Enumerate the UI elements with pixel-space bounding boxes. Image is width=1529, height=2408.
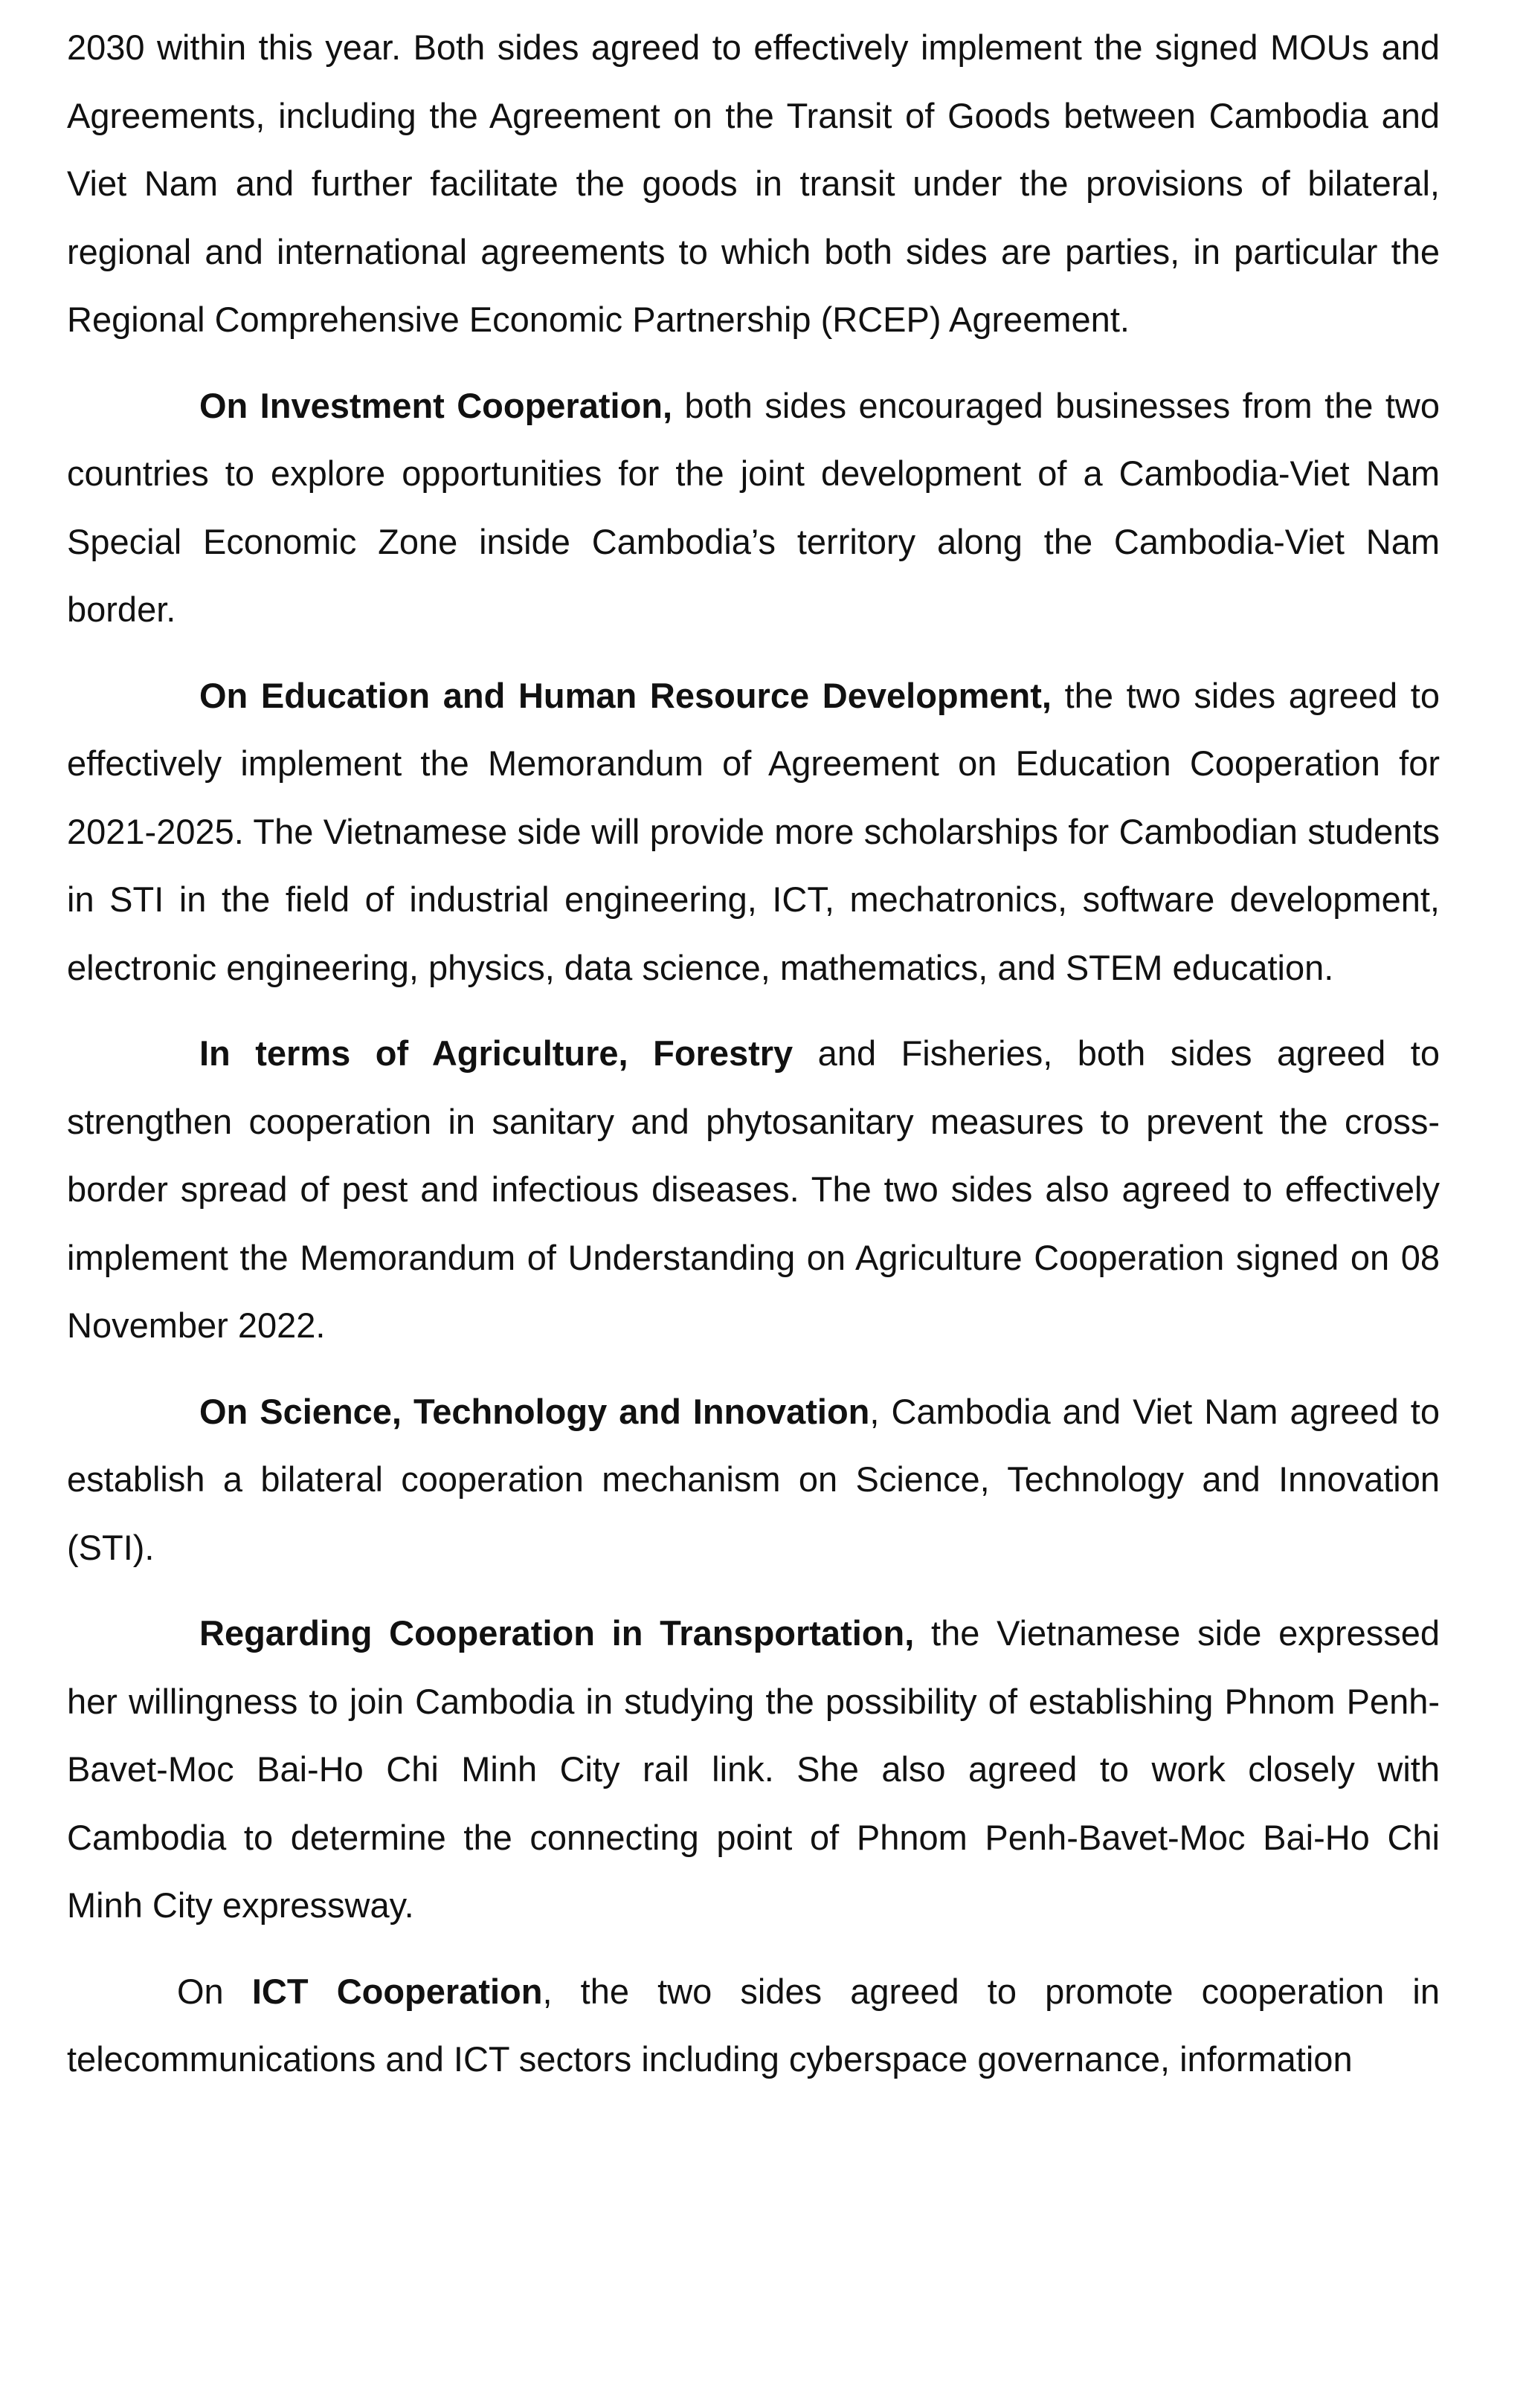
paragraph-text: the two sides agreed to effectively implement the Memorandum of Agreement on Education Cooperation for 2021-2025. The Vietnamese side will provide more scholarships for Cambodian students in STI in the field of industrial engineering, ICT, mechatronics, software development, electronic engineering, physics, data science, mathematics, and STEM education. [67, 675, 1440, 987]
paragraph-text: both sides encouraged businesses from the two countries to explore opportunities for the joint development of a Cambodia-Viet Nam Special Economic Zone inside Cambodia’s territory along the Cambodia-Viet Nam border. [67, 385, 1440, 629]
paragraph-education-hr-development [67, 662, 1440, 1002]
paragraph-heading: ICT Cooperation [251, 1971, 543, 2011]
paragraph-text: the Vietnamese side expressed her willingness to join Cambodia in studying the possibility of establishing Phnom Penh-Bavet-Moc Bai-Ho Chi Minh City rail link. She also agreed to work closely with Cambodia to determine the connecting point of Phnom Penh-Bavet-Moc Bai-Ho Chi Minh City expressway. [67, 1613, 1440, 1925]
paragraph-text: and Fisheries, both sides agreed to strengthen cooperation in sanitary and phytosanitary measures to prevent the cross-border spread of pest and infectious diseases. The two sides also agreed to effectively implement the Memorandum of Understanding on Agriculture Cooperation signed on 08 November 2022. [67, 1033, 1441, 1345]
paragraph-text: , Cambodia and Viet Nam agreed to establish a bilateral cooperation mechanism on Science, Technology and Innovation (STI). [67, 1391, 1440, 1567]
paragraph-transportation-cooperation [67, 1599, 1440, 1940]
paragraph-trade-continuation [67, 13, 1440, 354]
paragraph-heading: On Education and Human Resource Development, [199, 675, 1052, 715]
paragraph-heading: On Investment Cooperation, [199, 385, 673, 425]
paragraph-text: , the two sides agreed to promote cooperation in telecommunications and ICT sectors including cyberspace governance, information [67, 1971, 1440, 2079]
paragraph-text: 2030 within this year. Both sides agreed to effectively implement the signed MOUs and Agreements, including the Agreement on the Transit of Goods between Cambodia and Viet Nam and further facilitate the goods in transit under the provisions of bilateral, regional and international agreements to which both sides are parties, in particular the Regional Comprehensive Economic Partnership (RCEP) Agreement. [67, 28, 1440, 339]
paragraph-investment-cooperation [67, 372, 1440, 644]
paragraph-ict-cooperation [67, 1957, 1440, 2094]
paragraph-agriculture-forestry-fisheries [67, 1019, 1440, 1360]
paragraph-prefix: On [177, 1971, 252, 2011]
document-page [67, 13, 1440, 2094]
paragraph-heading: In terms of Agriculture, Forestry [199, 1033, 794, 1073]
paragraph-science-technology-innovation [67, 1378, 1440, 1582]
paragraph-heading: On Science, Technology and Innovation [199, 1391, 870, 1431]
paragraph-heading: Regarding Cooperation in Transportation, [199, 1613, 915, 1653]
